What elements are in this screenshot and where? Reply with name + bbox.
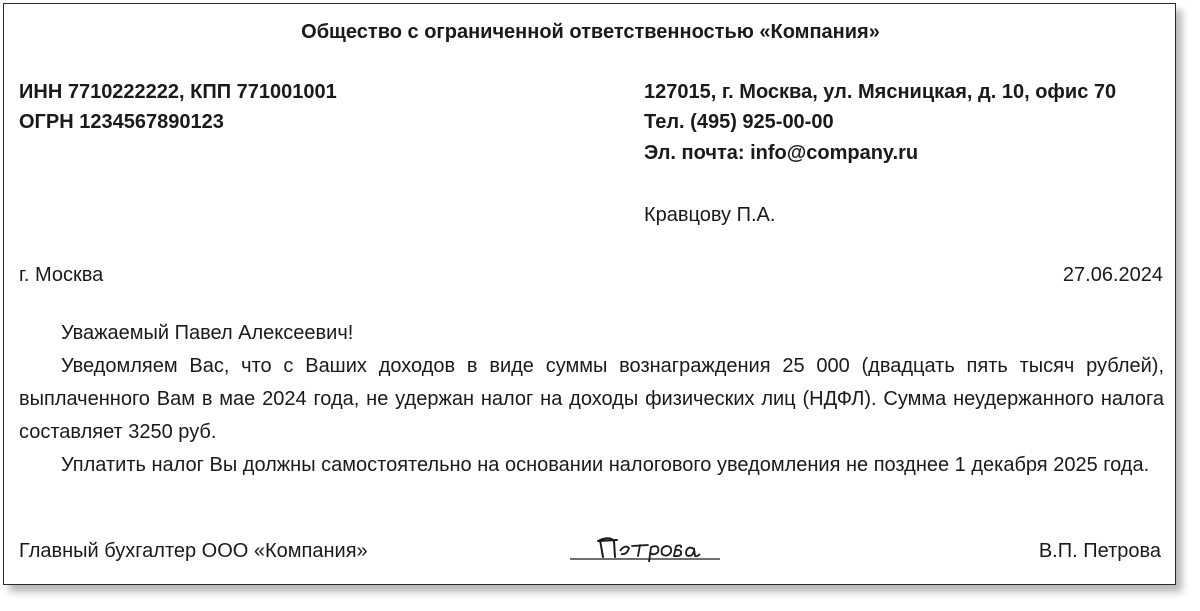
company-title: Общество с ограниченной ответственностью «Компания»: [301, 21, 880, 43]
company-email: Эл. почта: info@company.ru: [644, 142, 919, 164]
signature-image: [570, 532, 720, 562]
letter-body: [19, 317, 1164, 482]
signer-position: Главный бухгалтер ООО «Компания»: [19, 540, 368, 562]
inn-kpp: ИНН 7710222222, КПП 771001001: [19, 81, 337, 103]
company-address: 127015, г. Москва, ул. Мясницкая, д. 10, офис 70: [644, 81, 1117, 103]
signature: [570, 532, 720, 562]
paragraph-1: Уведомляем Вас, что с Ваших доходов в виде суммы вознаграждения 25 000 (двадцать пять тысяч рублей), выплаченного Вам в мае 2024 года, не удержан налог на доходы физических лиц (НДФЛ). Сумма неудержанного налога составляет 3250 руб.: [19, 355, 1164, 443]
place: г. Москва: [19, 264, 104, 286]
letter-date: 27.06.2024: [1062, 264, 1163, 286]
paragraph-2: Уплатить налог Вы должны самостоятельно на основании налогового уведомления не позднее 1 декабря 2025 года.: [61, 454, 1150, 476]
company-phone: Тел. (495) 925-00-00: [644, 111, 834, 133]
ogrn: ОГРН 1234567890123: [19, 111, 224, 133]
letter-document: [3, 3, 1176, 585]
greeting: Уважаемый Павел Алексеевич!: [61, 322, 354, 344]
recipient: Кравцову П.А.: [644, 204, 776, 226]
signer-name: В.П. Петрова: [1038, 540, 1161, 562]
